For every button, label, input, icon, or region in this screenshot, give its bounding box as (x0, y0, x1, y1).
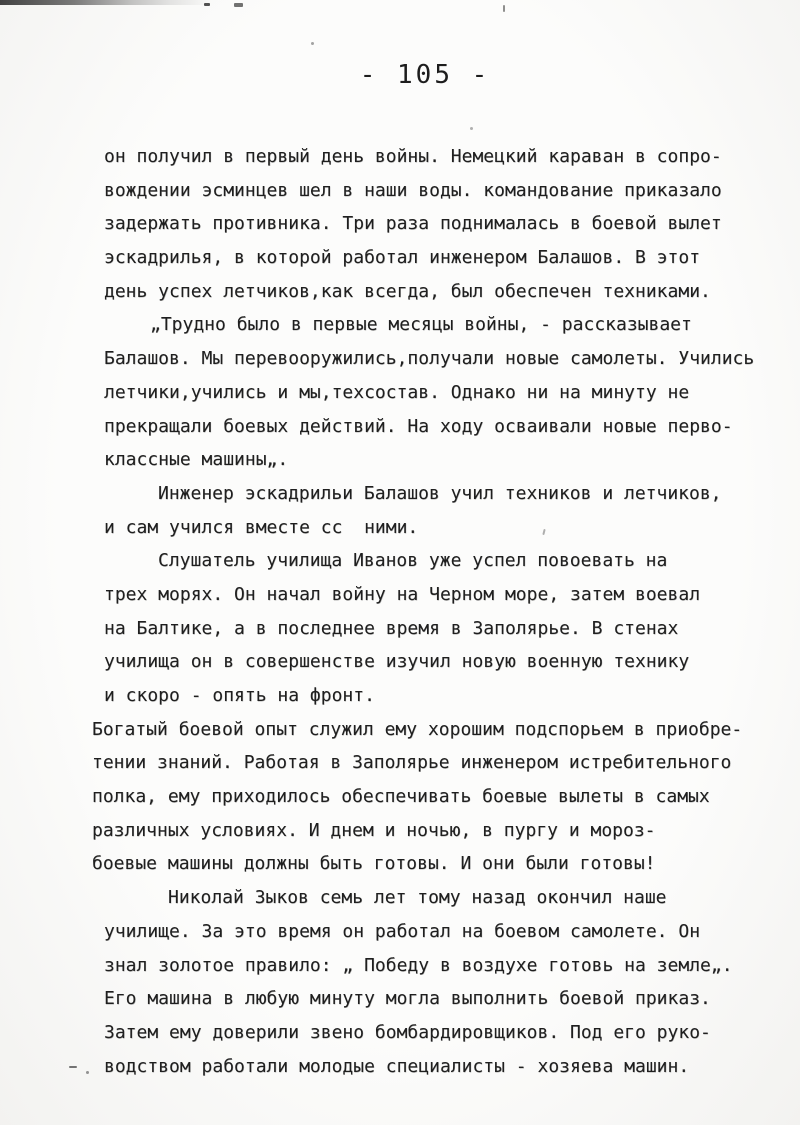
text-line: знал золотое правило: „ Победу в воздухе готовь на земле„. (104, 954, 733, 976)
text-line: боевые машины должны быть готовы. И они были готовы! (92, 853, 656, 875)
scan-speck (204, 3, 210, 6)
scan-speck (86, 1071, 89, 1074)
text-line: Богатый боевой опыт служил ему хорошим подспорьем в приобре- (92, 718, 743, 740)
scan-speck (69, 1066, 77, 1068)
paragraph (104, 140, 784, 308)
text-line: и сам учился вместе сс ними. (104, 516, 419, 538)
scan-speck (311, 42, 314, 45)
paragraph (104, 308, 784, 476)
paragraph (104, 544, 784, 712)
paragraph (104, 477, 784, 544)
text-line: Николай Зыков семь лет тому назад окончил наше (168, 887, 667, 909)
text-line: Затем ему доверили звено бомбардировщиков. Под его руко- (104, 1021, 711, 1043)
scan-speck (503, 5, 505, 12)
text-line: училища он в совершенстве изучил новую военную технику (104, 651, 690, 673)
text-line: задержать противника. Три раза поднималась в боевой вылет (104, 213, 722, 235)
text-line: Слушатель училища Иванов уже успел повоевать на (158, 550, 668, 572)
paragraph (92, 713, 784, 881)
text-line: эскадрилья, в которой работал инженером Балашов. В этот (104, 247, 701, 269)
text-line: на Балтике, а в последнее время в Заполярье. В стенах (104, 617, 679, 639)
text-line: он получил в первый день войны. Немецкий караван в сопро- (104, 146, 722, 167)
text-line: Инженер эскадрильи Балашов учил техников и летчиков, (158, 482, 722, 504)
text-line: Балашов. Мы перевооружились,получали новые самолеты. Учились (104, 348, 755, 370)
page-number: - 105 - (359, 60, 491, 90)
text-line: трех морях. Он начал войну на Черном море, затем воевал (104, 583, 701, 605)
scan-speck (470, 127, 473, 130)
text-line: вождении эсминцев шел в наши воды. командование приказало (104, 179, 722, 201)
text-line: тении знаний. Работая в Заполярье инженером истребительного (92, 752, 732, 774)
text-line: водством работали молодые специалисты - хозяева машин. (104, 1055, 690, 1077)
text-line: училище. За это время он работал на боевом самолете. Он (104, 920, 701, 942)
text-line: день успех летчиков,как всегда, был обеспечен техниками. (104, 280, 711, 302)
scan-smudge-top-edge (0, 0, 212, 5)
text-line: полка, ему приходилось обеспечивать боевые вылеты в самых (92, 786, 710, 808)
text-line: и скоро - опять на фронт. (104, 685, 375, 706)
text-line: „Трудно было в первые месяцы войны, - рассказывает (150, 314, 692, 336)
paragraph (104, 881, 784, 1083)
text-line: летчики,учились и мы,техсостав. Однако ни на минуту не (104, 381, 690, 403)
document-body (92, 140, 784, 1083)
text-line: прекращали боевых действий. На ходу осваивали новые перво- (104, 415, 733, 437)
scan-speck (234, 3, 243, 7)
text-line: различных условиях. И днем и ночью, в пургу и мороз- (92, 819, 656, 841)
text-line: классные машины„. (104, 449, 289, 471)
text-line: Его машина в любую минуту могла выполнить боевой приказ. (104, 988, 711, 1010)
